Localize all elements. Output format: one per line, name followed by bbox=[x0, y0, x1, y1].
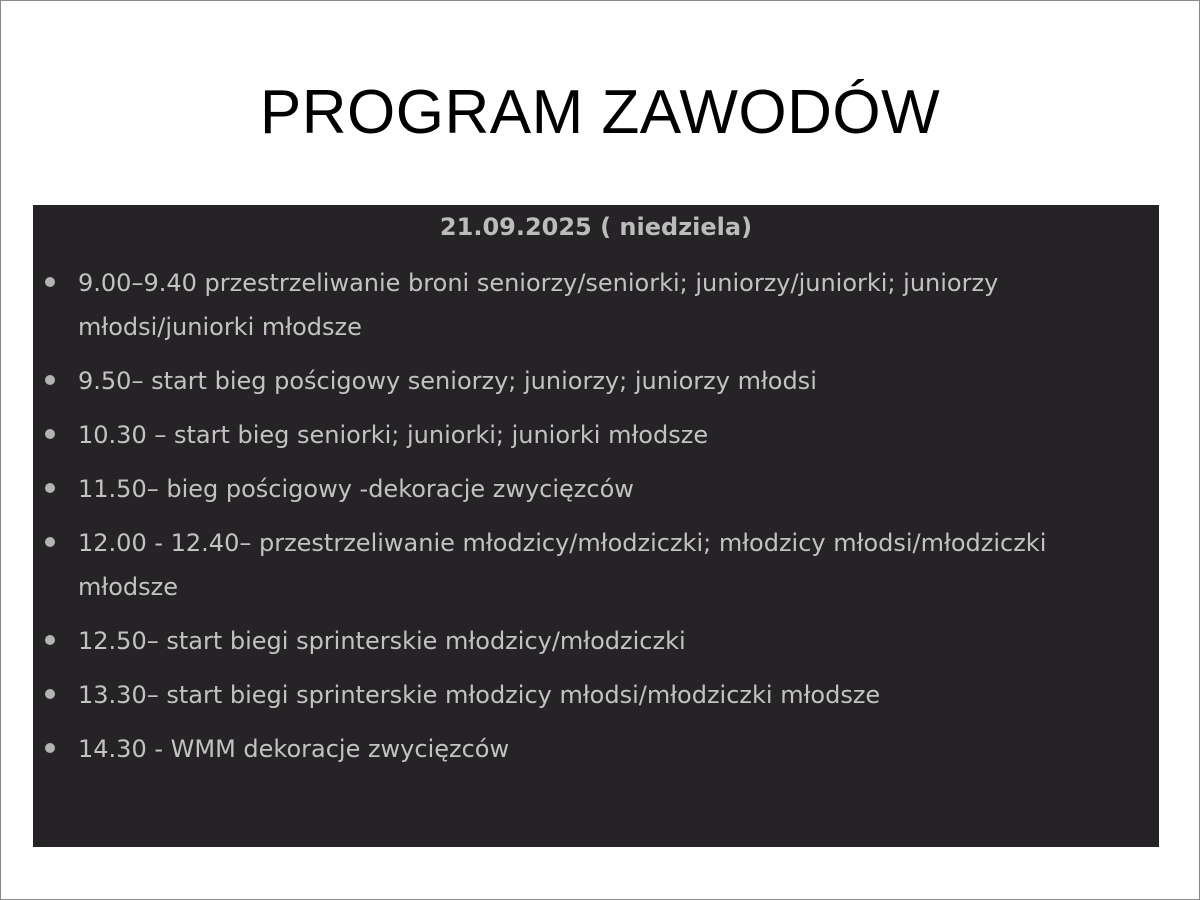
schedule-list bbox=[33, 261, 1159, 781]
list-item-text: 14.30 - WMM dekoracje zwycięzców bbox=[78, 735, 510, 763]
list-item-text: 9.00–9.40 przestrzeliwanie broni seniorzy/seniorki; juniorzy/juniorki; juniorzy młodsi/juniorki młodsze bbox=[78, 269, 999, 341]
list-item bbox=[33, 359, 1159, 403]
list-item-text: 12.00 - 12.40– przestrzeliwanie młodzicy/młodziczki; młodzicy młodsi/młodziczki młodsze bbox=[78, 529, 1047, 601]
list-item bbox=[33, 619, 1159, 663]
list-item bbox=[33, 521, 1159, 609]
bullet-icon bbox=[45, 277, 55, 287]
bullet-icon bbox=[45, 375, 55, 385]
bullet-icon bbox=[45, 689, 55, 699]
list-item-text: 9.50– start bieg pościgowy seniorzy; juniorzy; juniorzy młodsi bbox=[78, 367, 817, 395]
bullet-icon bbox=[45, 635, 55, 645]
list-item-text: 10.30 – start bieg seniorki; juniorki; juniorki młodsze bbox=[78, 421, 709, 449]
list-item-text: 11.50– bieg pościgowy -dekoracje zwycięzców bbox=[78, 475, 634, 503]
bullet-icon bbox=[45, 537, 55, 547]
schedule-date: 21.09.2025 ( niedziela) bbox=[439, 213, 753, 241]
list-item bbox=[33, 727, 1159, 771]
list-item-text: 12.50– start biegi sprinterskie młodzicy/młodziczki bbox=[78, 627, 686, 655]
list-item bbox=[33, 413, 1159, 457]
list-item-text: 13.30– start biegi sprinterskie młodzicy młodsi/młodziczki młodsze bbox=[78, 681, 881, 709]
bullet-icon bbox=[45, 743, 55, 753]
list-item bbox=[33, 467, 1159, 511]
schedule-panel bbox=[33, 205, 1159, 847]
list-item bbox=[33, 261, 1159, 349]
list-item bbox=[33, 673, 1159, 717]
bullet-icon bbox=[45, 483, 55, 493]
page-title: PROGRAM ZAWODÓW bbox=[259, 78, 941, 147]
bullet-icon bbox=[45, 429, 55, 439]
